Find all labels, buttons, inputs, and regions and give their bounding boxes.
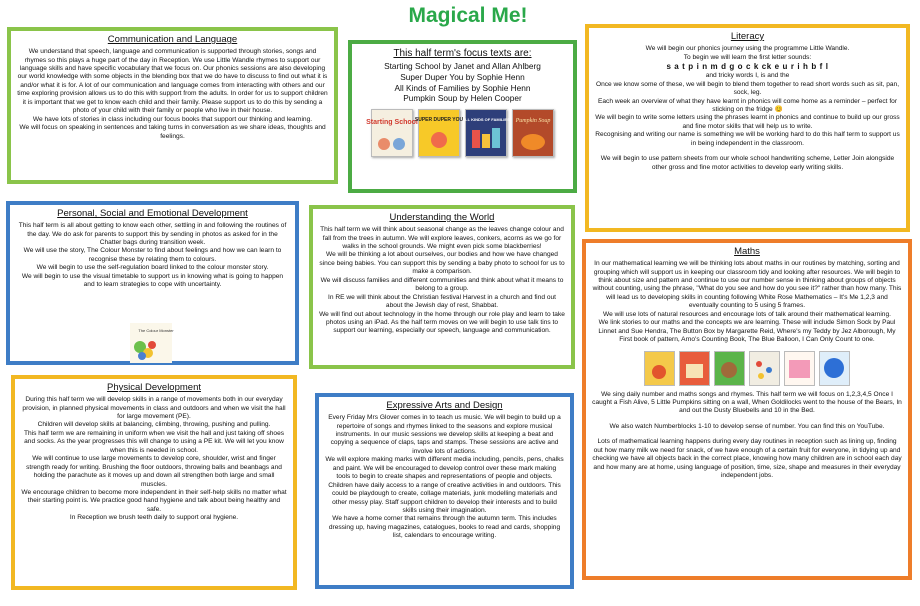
psed-text-4: We will begin to use the visual timetable to support us in knowing what is going to happen and to learn strategies to cope with uncertainty. — [21, 272, 284, 289]
expressive-text-4: We have a home corner that remains through the autumn term. This includes dressing up, having magazines, catalogues, books to read and cards, shopping list, calendars to encourage writing. — [328, 515, 561, 540]
understanding-text-4: In RE we will think about the Christian festival Harvest in a church and find out about the Jewish day of rest, Shabbat. — [328, 293, 556, 310]
literacy-text-5: Recognising and writing our name is something we will be working hard to do this half term to support us in being independent in the classroom. — [595, 131, 900, 147]
maths-heading: Maths — [734, 246, 760, 257]
maths-text-5: We also watch Numberblocks 1-10 to develop sense of number. You can find this on YouTube. — [609, 422, 885, 430]
maths-book-cover-6 — [819, 351, 850, 386]
focus-texts-section — [348, 40, 577, 193]
literacy-section — [585, 24, 910, 232]
all-kinds-of-families-cover-image — [462, 109, 510, 157]
maths-text-2: We will use lots of natural resources and encourage lots of talk around their mathematical learning. — [603, 310, 891, 318]
maths-book-cover-5 — [784, 351, 815, 386]
focus-text-2: Super Duper You by Sophie Henn — [400, 71, 525, 82]
psed-text-2: We will use the story, The Colour Monster to find about feelings and how we can learn to recognise these by relating them to colours. — [23, 247, 282, 263]
page-title: Magical Me! — [408, 4, 528, 27]
physical-text-1: During this half term we will develop skills in a range of movements both in our everyday provision, in planned physical movements in class and outdoors and when we visit the hall for large movement (PE). — [22, 396, 286, 421]
maths-book-cover-2 — [679, 351, 710, 386]
literacy-text-4: We will begin to write some letters using the phrases learnt in phonics and continue to build up our gross and fine motor skills that will help us to write. — [595, 114, 900, 130]
literacy-text-3: Each week an overview of what they have learnt in phonics will come home as a reminder – perfect for sticking on the fridge 😊 — [597, 97, 898, 114]
maths-book-cover-4 — [749, 351, 780, 386]
focus-text-1: Starting School by Janet and Allan Ahlberg — [384, 61, 541, 71]
literacy-text-6: We will begin to use pattern sheets from our whole school handwriting scheme, Letter Join alongside other gross and fine motor activities to develop early writing skills. — [600, 155, 895, 171]
expressive-text-2: We will explore making marks with different media including, pencils, pens, chalks and paint. We will be encouraged to develop control over these mark making tools to begin to create shapes and representations of people and objects. — [325, 456, 564, 481]
psed-heading: Personal, Social and Emotional Development — [57, 208, 248, 219]
colour-monster-cover-image — [130, 323, 172, 363]
expressive-arts-section — [315, 393, 574, 589]
literacy-heading: Literacy — [730, 31, 765, 42]
maths-book-cover-1 — [644, 351, 675, 386]
expressive-text-3: Children have daily access to a range of creative activities in and outdoors. This could be playdough to create, collage materials, junk modelling materials and other messy play. Staff support children to develop their interests and to build skills using their imagination. — [328, 481, 561, 514]
focus-text-3: All Kinds of Families by Sophie Henn — [394, 82, 531, 93]
literacy-intro-1: We will begin our phonics journey using the programme Little Wandle. — [645, 45, 850, 53]
expressive-text-1: Every Friday Mrs Glover comes in to teach us music. We will begin to build up a repertoire of songs and rhymes linked to the seasons and explore musical instruments. In our music sessions we develop skills at keeping a beat and copying a sequence of claps, taps and stamps. These sessions are active and involve lots of actions. — [328, 414, 561, 455]
communication-text-3: We will focus on speaking in sentences and taking turns in conversation as we share ideas, thoughts and feelings. — [19, 124, 326, 140]
physical-text-2: Children will develop skills at balancing, climbing, throwing, pushing and pulling. — [37, 421, 271, 429]
super-duper-you-cover-image — [414, 109, 464, 157]
literacy-text-2: Once we know some of these, we will begin to blend them together to read short words such as sit, pan, sock, leg. — [595, 80, 900, 97]
maths-book-covers — [592, 351, 902, 386]
understanding-text-5: We will find out about technology in the home through our role play and learn to take photos using an iPad. As the half term moves on we will begin to use talk tins to support our learning, especially our speech, language and communication. — [319, 310, 565, 335]
communication-heading: Communication and Language — [107, 34, 238, 45]
literacy-text-1: and tricky words I, is and the — [705, 72, 790, 80]
all-kinds-of-families-cover-title: ALL KINDS OF FAMILIES — [462, 117, 510, 123]
physical-text-4: We will continue to use large movements to develop core, shoulder, wrist and finger strength ready for writing. Brushing the floor outdoors, throwing balls and beanbags and holding the parachute as it moves up and down all strengthen both large and small muscles. — [26, 455, 282, 488]
physical-text-3: This half term we are remaining in uniform when we visit the hall and just taking off shoes and socks. As the year progresses this will change to using a PE kit. We will let you know when this is needed in school. — [23, 429, 285, 454]
pumpkin-soup-cover-title: Pumpkin Soup — [515, 118, 551, 125]
maths-text-1: In our mathematical learning we will be thinking lots about maths in our routines by matching, sorting and grouping which will support us in keeping our classroom tidy and looking after resources. We will begin to think about size and pattern and continue to use our number sense in thinking about groups of objects without counting, using the phrase, "What do you see and how do you see it?" rather than how many. This will lead us to developing skills in counting following White Rose Mathematics – It's Me 1,2,3 and eventually counting to 5 using 5 frames. — [592, 260, 902, 310]
physical-development-heading: Physical Development — [107, 382, 201, 393]
communication-text-1: We understand that speech, language and communication is supported through stories, songs and rhymes so this plays a huge part of the day in Reception. We use Little Wandle rhymes to support our language skills and have specific vocabulary that we focus on. Our phonics sessions are also developing our world knowledge with some objects in the blending box that we do have to discuss to find out what it is and/or what it is for. A lot of our communication and language comes from interacting with others and our time exploring provision allows us to do this with support from the adults. In order for us to support children it is important that we get to know each child and their family. Please support us to do this by sending a photo of your child with their family or people who live in their house. — [17, 48, 328, 115]
understanding-world-heading: Understanding the World — [389, 212, 495, 223]
psed-text-3: We will begin to use the self-regulation board linked to the colour monster story. — [36, 264, 269, 272]
maths-text-3: We link stories to our maths and the concepts we are learning. These will include Simon Sock by Paul Linnet and Sue Hendra, The Button Box by Margarette Reid, Where's my Teddy by Jez Alborough, My First book of pattern, Arno's Counting Book, The Blue Balloon, I Can Only Count to one. — [598, 319, 896, 344]
communication-text-2: We have lots of stories in class including our focus books that support our thinking and learning. — [32, 115, 313, 123]
understanding-text-3: We will discuss families and different communities and think about what it means to belong to a group. — [320, 276, 564, 293]
starting-school-cover-title: Starting School — [366, 119, 418, 127]
starting-school-cover-image — [366, 109, 418, 157]
colour-monster-cover-title: The Colour Monster — [138, 328, 174, 333]
super-duper-you-cover-title: SUPER DUPER YOU — [414, 117, 464, 124]
literacy-intro-2: To begin we will learn the first letter sounds: — [683, 53, 812, 61]
expressive-arts-heading: Expressive Arts and Design — [386, 400, 503, 411]
maths-book-cover-3 — [714, 351, 745, 386]
psed-section — [6, 201, 299, 365]
phonics-letters: s a t p i n m d g o c k ck e u r i h b f l — [666, 62, 829, 72]
focus-book-covers — [358, 109, 567, 157]
maths-text-4: We sing daily number and maths songs and rhymes. This half term we will focus on 1,2,3,4,5 Once I caught a Fish Alive, 5 Little Pumpkins sitting on a wall, When Goldilocks went to the house of the Bears, In and out the Dusty Bluebells and 10 in the Bed. — [592, 390, 902, 415]
understanding-text-2: We will be thinking a lot about ourselves, our bodies and how we have changed since being babies. You can support this by sending a baby photo to school for us to make a comparison. — [319, 251, 565, 276]
understanding-world-section — [309, 205, 575, 369]
focus-text-4: Pumpkin Soup by Helen Cooper — [403, 93, 522, 104]
understanding-text-1: This half term we will think about seasonal change as the leaves change colour and fall from the trees in autumn. We will explore leaves, conkers, acorns as we go for walks in the school grounds. We might even pick some blackberries! — [320, 226, 564, 251]
maths-section — [582, 239, 912, 580]
focus-texts-heading: This half term's focus texts are: — [393, 48, 532, 59]
communication-section — [7, 27, 338, 184]
physical-text-6: In Reception we brush teeth daily to support oral hygiene. — [69, 514, 239, 522]
physical-text-5: We encourage children to become more independent in their self-help skills no matter what their starting point is. We practice good hand hygiene and talk about being healthy and safe. — [21, 488, 287, 513]
maths-text-6: Lots of mathematical learning happens during every day routines in reception such as lining up, finding out how many milk we need for snack, of we have enough of a certain fruit for everyone, in tidying up and checking we have all objects back in the correct place, knowing how many children are in school each day and how many are at home, using language of position, time, size, shape and measures in their everyday independent jobs. — [592, 438, 902, 480]
physical-development-section — [11, 375, 297, 590]
pumpkin-soup-cover-image — [512, 109, 554, 157]
psed-text-1: This half term is all about getting to know each other, settling in and following the routines of the day. We do ask for parents to support this by sending in photos as asked for in the Chatter bags during transition week. — [18, 222, 287, 247]
